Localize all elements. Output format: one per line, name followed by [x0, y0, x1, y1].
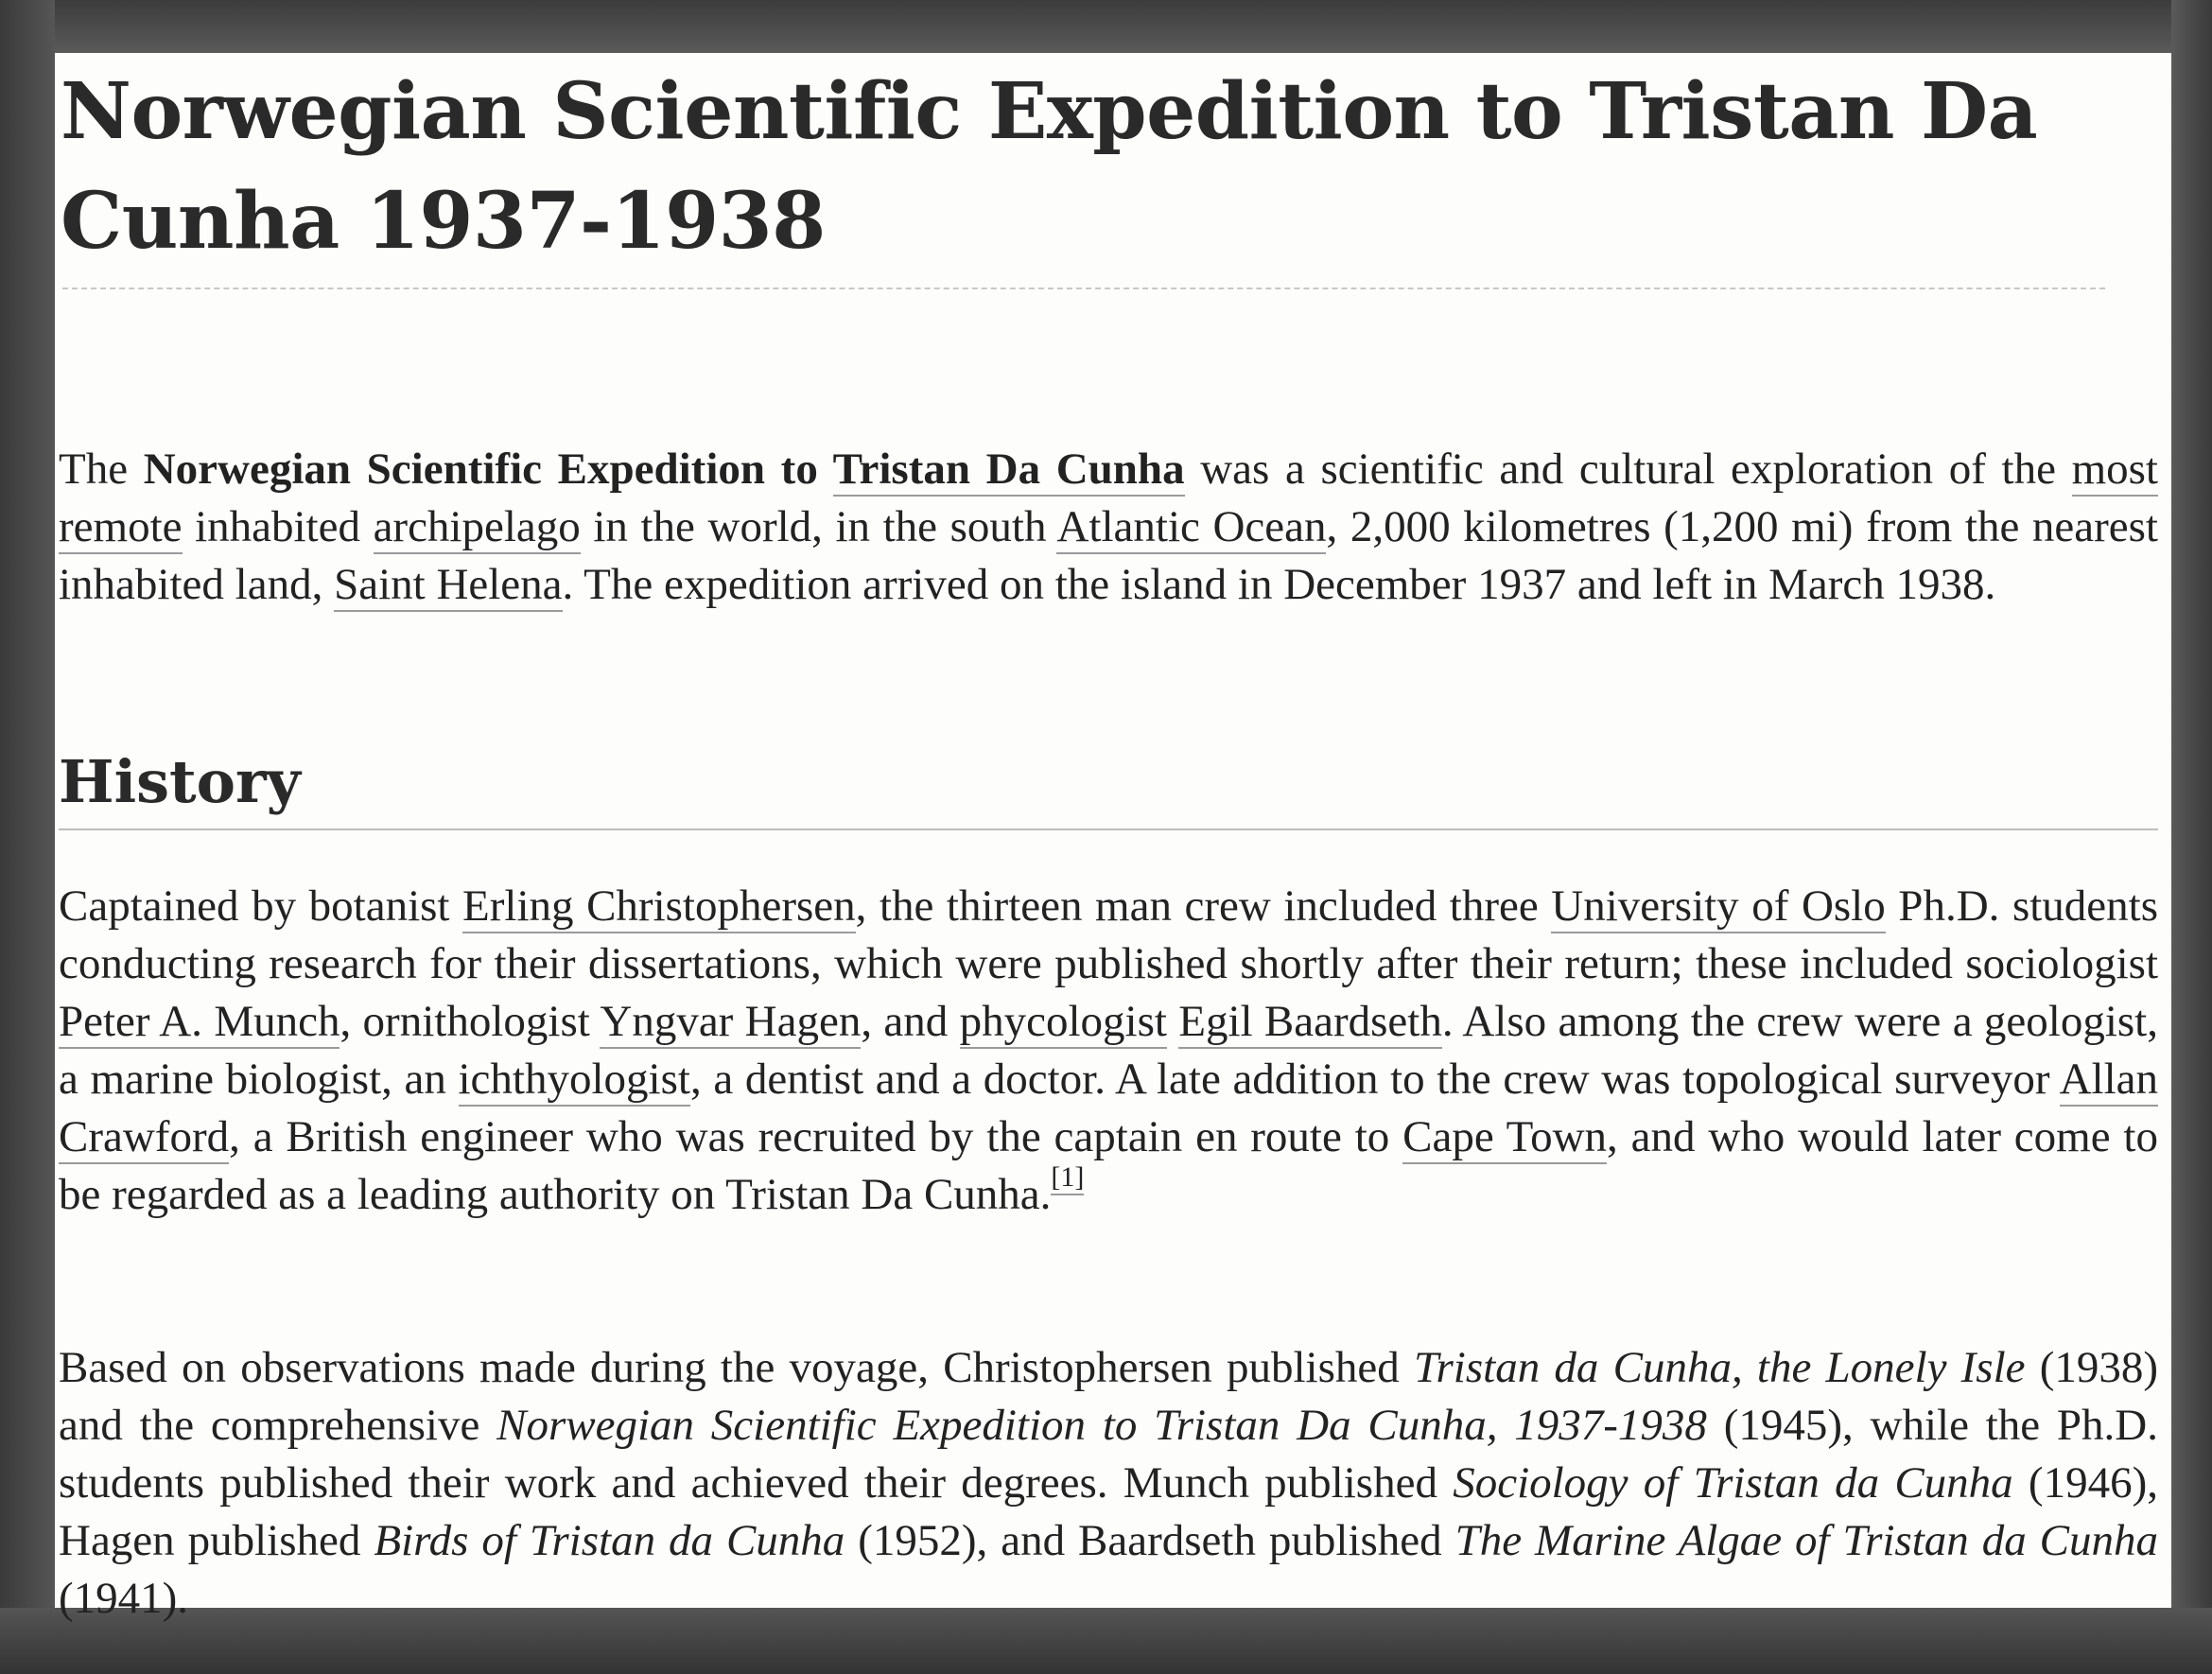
link-peter-munch[interactable]: Peter A. Munch	[59, 997, 340, 1049]
book-title: Norwegian Scientific Expedition to Tristan Da Cunha, 1937-1938	[496, 1401, 1707, 1450]
history-paragraph-crew	[59, 878, 2158, 1224]
intro-text: was a scientific and cultural exploration of the	[1184, 445, 2072, 494]
intro-paragraph	[59, 441, 2158, 614]
intro-text: , 2,000 kilometres (1,200 mi) from the nearest inhabited land,	[59, 502, 2158, 609]
intro-text: inhabited	[182, 502, 374, 551]
scan-frame-top	[0, 0, 2212, 53]
history-paragraph-publications	[59, 1339, 2158, 1628]
link-saint-helena[interactable]: Saint Helena	[334, 560, 562, 612]
history-text: (1945), while the Ph.D. students published their work and achieved their degrees. Munch published	[59, 1401, 2158, 1508]
history-text: , ornithologist	[340, 997, 601, 1046]
history-text: , and who would later come to be regarded as a leading authority on Tristan Da Cunha.	[59, 1112, 2158, 1219]
link-phycologist[interactable]: phycologist	[960, 997, 1167, 1049]
link-university-of-oslo[interactable]: University of Oslo	[1551, 881, 1885, 933]
history-text: , a British engineer who was recruited by the captain en route to	[229, 1112, 1403, 1161]
link-egil-baardseth[interactable]: Egil Baardseth	[1178, 997, 1442, 1049]
history-text	[1167, 997, 1178, 1046]
intro-text: . The expedition arrived on the island in December 1937 and left in March 1938.	[562, 560, 1996, 609]
section-heading-history: History	[59, 747, 301, 816]
link-allan-crawford[interactable]: Allan Crawford	[59, 1055, 2158, 1164]
link-most-remote[interactable]: most remote	[59, 445, 2158, 554]
history-text: . Also among the crew were a geologist, a marine biologist, an	[59, 997, 2158, 1104]
scan-frame-left	[0, 0, 55, 1674]
history-text: , and	[861, 997, 960, 1046]
scan-frame-right	[2171, 0, 2212, 1674]
history-text: Captained by botanist	[59, 881, 463, 931]
book-title: Tristan da Cunha, the Lonely Isle	[1413, 1343, 2026, 1392]
title-divider	[62, 288, 2105, 289]
link-archipelago[interactable]: archipelago	[374, 502, 581, 554]
page-title: Norwegian Scientific Expedition to Tristan Da Cunha 1937-1938	[61, 66, 2038, 267]
history-text: (1946), Hagen published	[59, 1458, 2158, 1565]
citation-ref-1[interactable]: [1]	[1051, 1161, 1084, 1195]
link-ichthyologist[interactable]: ichthyologist	[459, 1055, 690, 1107]
history-text: Based on observations made during the voyage, Christophersen published	[59, 1343, 1414, 1392]
history-text: (1941).	[59, 1574, 189, 1623]
history-text: (1938) and the comprehensive	[59, 1343, 2159, 1450]
book-title: The Marine Algae of Tristan da Cunha	[1454, 1516, 2159, 1565]
history-text: (1952), and Baardseth published	[845, 1516, 1455, 1565]
history-text: , a dentist and a doctor. A late addition to the crew was topological surveyor	[689, 1055, 2060, 1104]
link-tristan-da-cunha[interactable]: Tristan Da Cunha	[833, 445, 1185, 497]
history-text: , the thirteen man crew included three	[855, 881, 1552, 931]
section-divider	[59, 828, 2158, 830]
link-atlantic-ocean[interactable]: Atlantic Ocean	[1056, 502, 1326, 554]
intro-text: The	[59, 445, 144, 494]
book-title: Sociology of Tristan da Cunha	[1453, 1458, 2013, 1508]
link-yngvar-hagen[interactable]: Yngvar Hagen	[600, 997, 861, 1049]
intro-text: in the world, in the south	[580, 502, 1057, 551]
history-text: Ph.D. students conducting research for their dissertations, which were published shortly after their return; these included sociologist	[59, 881, 2158, 988]
intro-bold-text: Norwegian Scientific Expedition to	[143, 445, 833, 494]
article-page	[55, 53, 2171, 1623]
link-cape-town[interactable]: Cape Town	[1402, 1112, 1607, 1164]
link-erling-christophersen[interactable]: Erling Christophersen	[462, 881, 856, 933]
book-title: Birds of Tristan da Cunha	[374, 1516, 845, 1565]
